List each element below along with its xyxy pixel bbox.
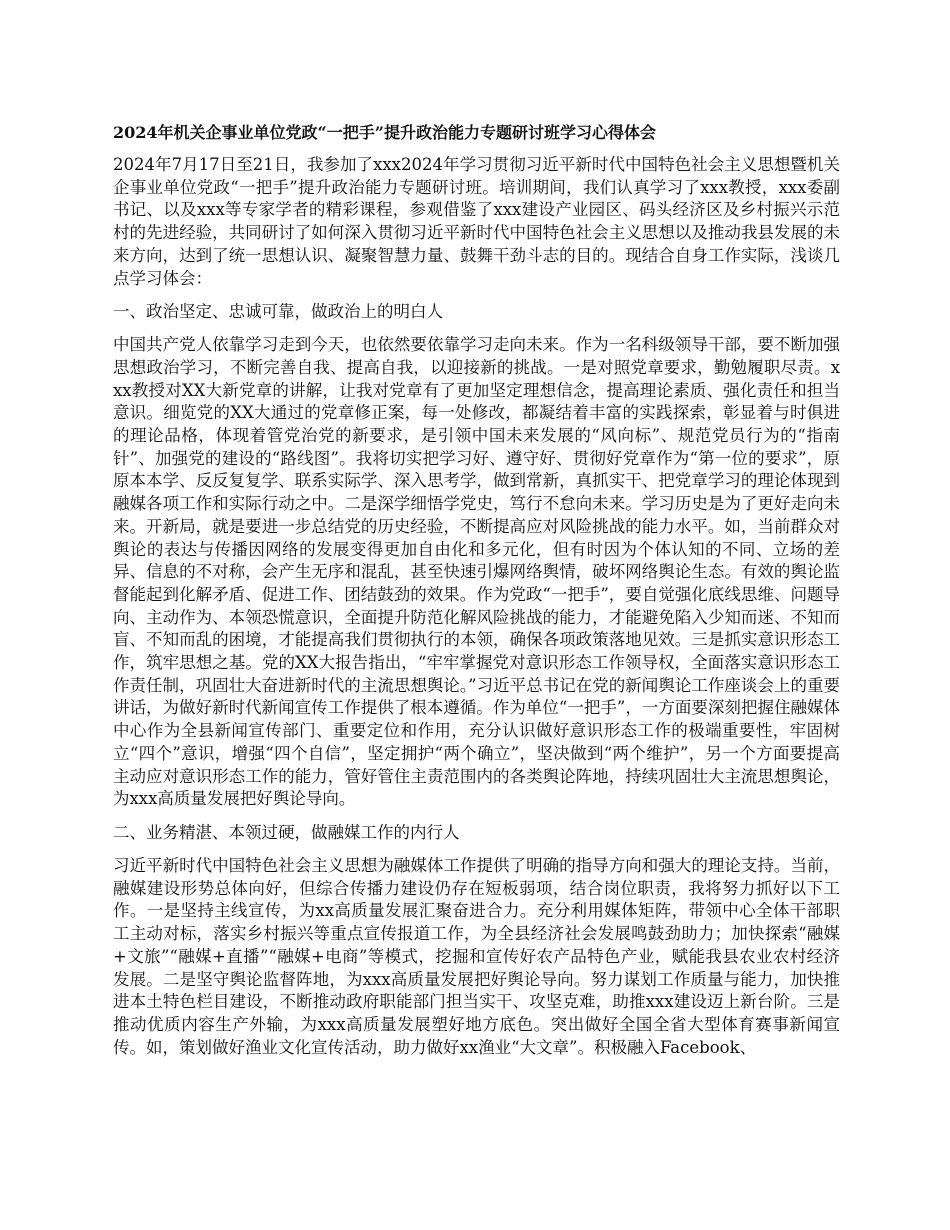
section-2-heading: 二、业务精湛、本领过硬，做融媒工作的内行人 bbox=[113, 822, 460, 842]
document-title: 2024年机关企事业单位党政“一把手”提升政治能力专题研讨班学习心得体会 bbox=[113, 123, 656, 142]
intro-paragraph: 2024年7月17日至21日，我参加了xxx2024年学习贯彻习近平新时代中国特色社会主义思想暨机关企事业单位党政“一把手”提升政治能力专题研讨班。培训期间，我们认真学习了xxx教授，xxx委副书记、以及xxx等专家学者的精彩课程，参观借鉴了xxx建设产业园区、码头经济区及乡村振兴示范村的先进经验，共同研讨了如何深入贯彻习近平新时代中国特色社会主义思想以及推动我县发展的未来方向，达到了统一思想认识、凝聚智慧力量、鼓舞干劲斗志的目的。现结合自身工作实际，浅谈几点学习体会： bbox=[113, 155, 840, 288]
section-1-heading: 一、政治坚定、忠诚可靠，做政治上的明白人 bbox=[113, 302, 443, 322]
document-page bbox=[113, 120, 840, 1069]
section-1-paragraph: 中国共产党人依靠学习走到今天，也依然要依靠学习走向未来。作为一名科级领导干部，要不断加强思想政治学习，不断完善自我、提高自我，以迎接新的挑战。一是对照党章要求，勤勉履职尽责。xxx教授对XX大新党章的讲解，让我对党章有了更加坚定理想信念，提高理论素质、强化责任和担当意识。细览党的XX大通过的党章修正案，每一处修改，都凝结着丰富的实践探索，彰显着与时俱进的理论品格，体现着管党治党的新要求，是引领中国未来发展的“风向标”、规范党员行为的“指南针”、加强党的建设的“路线图”。我将切实把学习好、遵守好、贯彻好党章作为“第一位的要求”，原原本本学、反反复复学、联系实际学、深入思考学，做到常新，真抓实干、把党章学习的理论体现到融媒各项工作和实际行动之中。二是深学细悟学党史，笃行不怠向未来。学习历史是为了更好走向未来。开新局，就是要进一步总结党的历史经验，不断提高应对风险挑战的能力水平。如，当前群众对舆论的表达与传播因网络的发展变得更加自由化和多元化，但有时因为个体认知的不同、立场的差异、信息的不对称，会产生无序和混乱，甚至快速引爆网络舆情，破坏网络舆论生态。有效的舆论监督能起到化解矛盾、促进工作、团结鼓劲的效果。作为党政“一把手”，要自觉强化底线思维、问题导向、主动作为、本领恐慌意识，全面提升防范化解风险挑战的能力，才能避免陷入少知而迷、不知而盲、不知而乱的困境，才能提高我们贯彻执行的本领，确保各项政策落地见效。三是抓实意识形态工作，筑牢思想之基。党的XX大报告指出，“牢牢掌握党对意识形态工作领导权，全面落实意识形态工作责任制，巩固壮大奋进新时代的主流思想舆论。”习近平总书记在党的新闻舆论工作座谈会上的重要讲话，为做好新时代新闻宣传工作提供了根本遵循。作为单位“一把手”，一方面要深刻把握住融媒体中心作为全县新闻宣传部门、重要定位和作用，充分认识做好意识形态工作的极端重要性，牢固树立“四个”意识，增强“四个自信”，坚定拥护“两个确立”，坚决做到“两个维护”，另一个方面要提高主动应对意识形态工作的能力，管好管住主责范围内的各类舆论阵地，持续巩固壮大主流思想舆论，为xxx高质量发展把好舆论导向。 bbox=[113, 335, 840, 809]
section-2-paragraph: 习近平新时代中国特色社会主义思想为融媒体工作提供了明确的指导方向和强大的理论支持。当前，融媒建设形势总体向好，但综合传播力建设仍存在短板弱项，结合岗位职责，我将努力抓好以下工作。一是坚持主线宣传，为xx高质量发展汇聚奋进合力。充分利用媒体矩阵，带领中心全体干部职工主动对标，落实乡村振兴等重点宣传报道工作，为全县经济社会发展鸣鼓劲助力；加快探索“融媒+文旅”“融媒+直播”“融媒+电商”等模式，挖掘和宣传好农产品特色产业，赋能我县农业农村经济发展。二是坚守舆论监督阵地，为xxx高质量发展把好舆论导向。努力谋划工作质量与能力，加快推进本土特色栏目建设，不断推动政府职能部门担当实干、攻坚克难，助推xxx建设迈上新台阶。三是推动优质内容生产外输，为xxx高质量发展塑好地方底色。突出做好全国全省大型体育赛事新闻宣传。如，策划做好渔业文化宣传活动，助力做好xx渔业“大文章”。积极融入Facebook、 bbox=[113, 855, 840, 1057]
